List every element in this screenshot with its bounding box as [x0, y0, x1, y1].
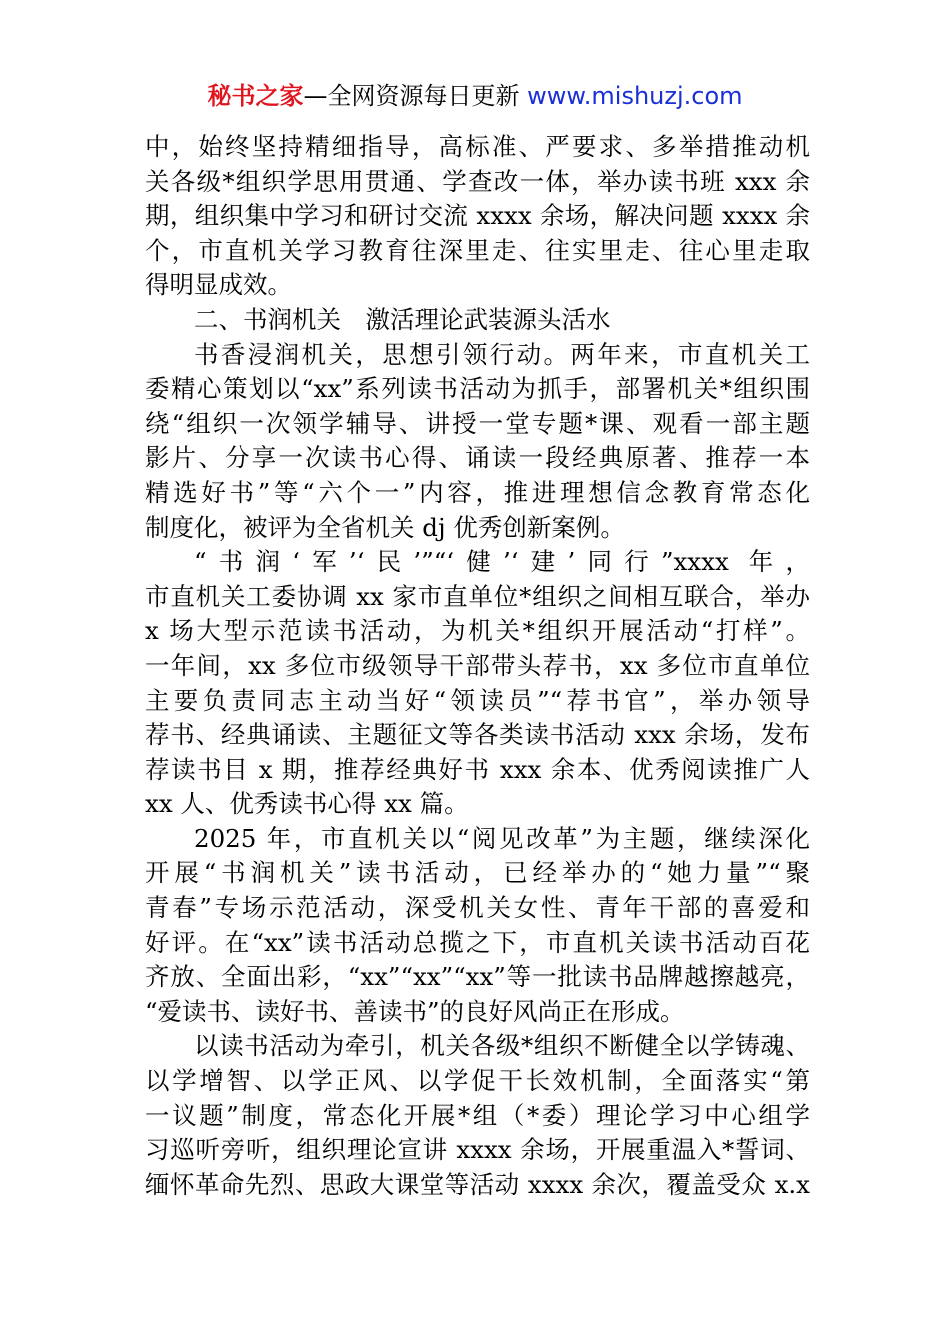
text-line: 得明显成效。 — [145, 270, 292, 300]
text-line: 齐放、全面出彩，“xx”“xx”“xx”等一批读书品牌越擦越亮， — [145, 962, 810, 992]
text-line: 中，始终坚持精细指导，高标准、严要求、多举措推动机 — [145, 132, 810, 161]
text-line: 习巡听旁听，组织理论宣讲 xxxx 余场，开展重温入*誓词、 — [145, 1135, 810, 1165]
text-line: 主要负责同志主动当好“领读员”“荐书官”，举办领导 — [145, 685, 810, 715]
text-line: “爱读书、读好书、善读书”的良好风尚正在形成。 — [145, 996, 685, 1026]
text-line: 青春”专场示范活动，深受机关女性、青年干部的喜爱和 — [145, 893, 810, 923]
text-line: 二、书润机关 激活理论武装源头活水 — [194, 304, 611, 334]
text-line: 期，组织集中学习和研讨交流 xxxx 余场，解决问题 xxxx 余 — [145, 201, 810, 231]
text-line: 2025 年，市直机关以“阅见改革”为主题，继续深化 — [194, 823, 810, 853]
text-line: 个，市直机关学习教育往深里走、往实里走、往心里走取 — [145, 235, 810, 265]
text-line: 荐读书目 x 期，推荐经典好书 xxx 余本、优秀阅读推广人 — [145, 754, 810, 784]
text-line: x 场大型示范读书活动，为机关*组织开展活动“打样”。 — [145, 616, 810, 646]
text-line: 精选好书”等“六个一”内容，推进理想信念教育常态化 — [145, 477, 810, 507]
brand-name: 秘书之家 — [207, 82, 304, 110]
document-body — [145, 130, 810, 1202]
text-line: 缅怀革命先烈、思政大课堂等活动 xxxx 余次，覆盖受众 x.x — [145, 1169, 810, 1199]
text-line: 以学增智、以学正风、以学促干长效机制，全面落实“第 — [145, 1066, 810, 1096]
text-line: 一议题”制度，常态化开展*组（*委）理论学习中心组学 — [145, 1100, 810, 1130]
text-line: 好评。在“xx”读书活动总揽之下，市直机关读书活动百花 — [145, 927, 810, 957]
text-line: 关各级*组织学思用贯通、学查改一体，举办读书班 xxx 余 — [145, 166, 810, 196]
text-line: 市直机关工委协调 xx 家市直单位*组织之间相互联合，举办 — [145, 581, 810, 611]
text-line: 开展“书润机关”读书活动，已经举办的“她力量”“聚 — [145, 858, 810, 888]
text-line: 影片、分享一次读书心得、诵读一段经典原著、推荐一本 — [145, 443, 810, 473]
website-link[interactable]: www.mishuzj.com — [527, 82, 743, 110]
text-line: 一年间，xx 多位市级领导干部带头荐书，xx 多位市直单位 — [145, 650, 810, 680]
text-line: 制度化，被评为全省机关 dj 优秀创新案例。 — [145, 512, 625, 542]
text-line: 绕“组织一次领学辅导、讲授一堂专题*课、观看一部主题 — [145, 408, 810, 438]
text-line: 书香浸润机关，思想引领行动。两年来，市直机关工 — [194, 339, 810, 369]
header-tagline: —全网资源每日更新 — [303, 82, 528, 110]
page-header — [0, 80, 950, 112]
text-line: “书润‘军’‘民’”“‘健’‘建’同行”xxxx 年， — [194, 547, 810, 577]
text-line: 荐书、经典诵读、主题征文等各类读书活动 xxx 余场，发布 — [145, 720, 810, 750]
text-line: xx 人、优秀读书心得 xx 篇。 — [145, 789, 469, 819]
text-line: 以读书活动为牵引，机关各级*组织不断健全以学铸魂、 — [194, 1031, 810, 1061]
text-line: 委精心策划以“xx”系列读书活动为抓手，部署机关*组织围 — [145, 374, 810, 404]
